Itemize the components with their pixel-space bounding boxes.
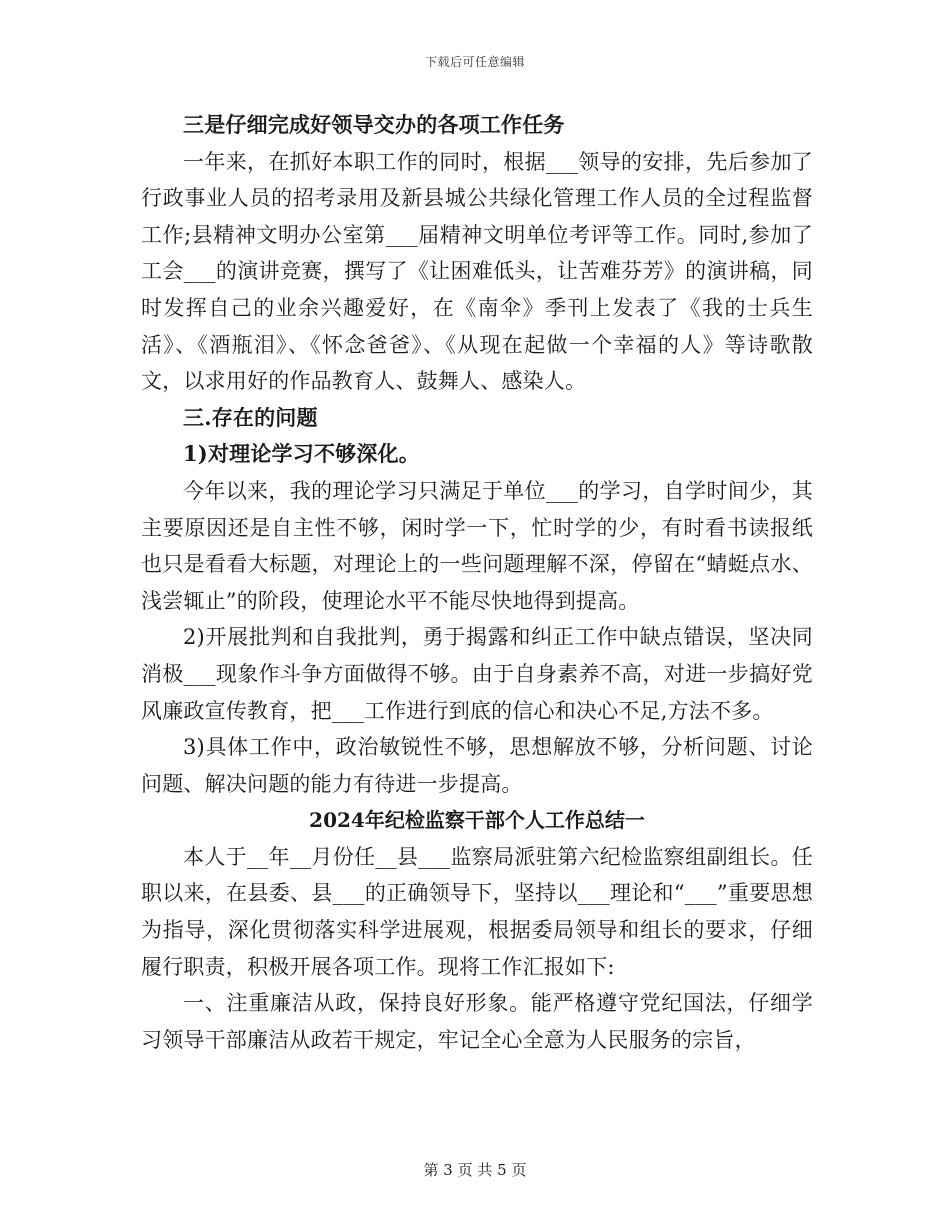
- paragraph-heading-tasks: 三是仔细完成好领导交办的各项工作任务: [183, 112, 565, 137]
- paragraph: 2)开展批判和自我批判，勇于揭露和纠正工作中缺点错误，坚决同消极___现象作斗争方面做得不够。由于自身素养不高，对进一步搞好党风廉政宣传教育，把___工作进行到底的信心和决心不足,方法不多。: [141, 625, 813, 723]
- paragraph: 3)具体工作中，政治敏锐性不够，思想解放不够，分析问题、讨论问题、解决问题的能力有待进一步提高。: [141, 735, 813, 796]
- paragraph: 一年来，在抓好本职工作的同时，根据___领导的安排，先后参加了行政事业人员的招考录用及新县城公共绿化管理工作人员的全过程监督工作;县精神文明办公室第___届精神文明单位考评等工作。同时,参加了工会___的演讲竞赛，撰写了《让困难低头，让苦难芬芳》的演讲稿，同时发挥自己的业余兴趣爱好，在《南伞》季刊上发表了《我的士兵生活》、《酒瓶泪》、《怀念爸爸》、《从现在起做一个幸福的人》等诗歌散文，以求用好的作品教育人、鼓舞人、感染人。: [141, 149, 813, 394]
- section-title: 2024年纪检监察干部个人工作总结一: [309, 808, 645, 833]
- paragraph-heading-item-1: 1)对理论学习不够深化。: [183, 441, 420, 467]
- paragraph-heading-problems: 三.存在的问题: [183, 404, 318, 430]
- header-note: 下载后可任意编辑: [424, 55, 525, 69]
- paragraph: 本人于__年__月份任__县___监察局派驻第六纪检监察组副组长。任职以来，在县委、县___的正确领导下，坚持以___理论和“___”重要思想为指导，深化贯彻落实科学进展观，根据委局领导和组长的要求，仔细履行职责，积极开展各项工作。现将工作汇报如下:: [141, 844, 813, 979]
- paragraph: 一、注重廉洁从政，保持良好形象。能严格遵守党纪国法，仔细学习领导干部廉洁从政若干规定，牢记全心全意为人民服务的宗旨，: [141, 991, 813, 1052]
- page-number: 第 3 页 共 5 页: [423, 1161, 527, 1179]
- document-body: [141, 107, 813, 1058]
- paragraph: 今年以来，我的理论学习只满足于单位___的学习，自学时间少，其主要原因还是自主性不够，闲时学一下，忙时学的少，有时看书读报纸也只是看看大标题，对理论上的一些问题理解不深，停留在“蜻蜓点水、浅尝辄止”的阶段，使理论水平不能尽快地得到提高。: [141, 478, 813, 613]
